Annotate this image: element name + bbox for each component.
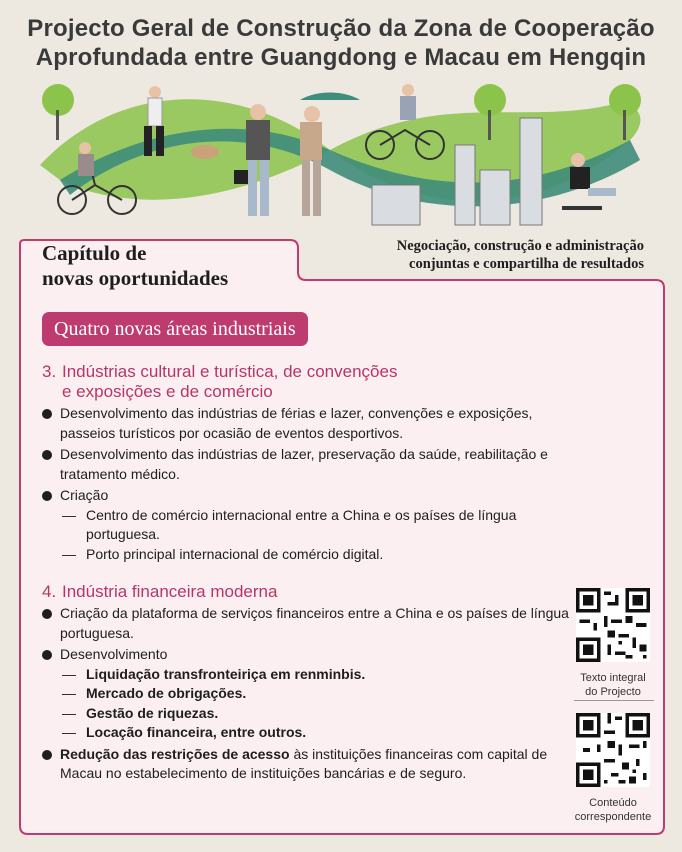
- sub-list-item-text: Locação financeira, entre outros.: [86, 724, 307, 740]
- bullet-icon: [42, 491, 52, 501]
- chapter-subtitle-line-2: conjuntas e compartilha de resultados: [409, 256, 644, 272]
- sub-list-item-text: Gestão de riquezas.: [86, 704, 219, 721]
- list-item-text: Desenvolvimento das indústrias de férias e lazer, convenções e exposições, passeios turísticos por ocasião de eventos desportivos.: [60, 405, 533, 441]
- chapter-subtitle: [397, 237, 644, 273]
- chapter-title-line-1: Capítulo de: [42, 241, 147, 265]
- arch-icon: [300, 93, 360, 100]
- list-item: [42, 745, 582, 784]
- list-item: [42, 604, 582, 643]
- qr-caption-line-2: correspondente: [574, 811, 652, 823]
- list-item: [42, 404, 582, 443]
- area4-number: 4.: [42, 582, 57, 601]
- qr-code-icon: [576, 713, 650, 787]
- list-item: [42, 645, 582, 665]
- area3-number: 3.: [42, 362, 57, 381]
- qr-caption: [573, 796, 653, 824]
- area4-heading: [42, 582, 582, 602]
- sub-list-item: [42, 704, 582, 724]
- bullet-icon: [42, 409, 52, 419]
- chapter-subtitle-line-1: Negociação, construção e administração: [396, 238, 644, 254]
- chapter-title-line-2: novas oportunidades: [42, 266, 229, 290]
- dash-icon: —: [62, 506, 76, 523]
- dash-icon: —: [62, 545, 76, 562]
- list-item-rest-text: às instituições financeiras com capital de Macau no estabelecimento de instituições bancárias e de seguro.: [60, 745, 548, 781]
- bullet-icon: [42, 650, 52, 660]
- list-item: [42, 486, 582, 506]
- tree-icon: [42, 84, 74, 140]
- qr-code-full-text[interactable]: [573, 588, 653, 699]
- content-body: [42, 362, 582, 784]
- bullet-icon: [42, 750, 52, 760]
- area3-heading-line-2: e exposições e de comércio: [62, 382, 273, 401]
- qr-caption-line-1: Conteúdo: [589, 797, 637, 809]
- sub-list-item-text: Liquidação transfronteiriça em renminbis.: [86, 665, 366, 682]
- list-item-text: Criação da plataforma de serviços financeiros entre a China e os países de língua portuguesa.: [60, 605, 569, 641]
- sub-list-item-text: Centro de comércio internacional entre a China e os países de língua portuguesa.: [86, 506, 517, 542]
- sub-list-item: [42, 684, 582, 704]
- sub-list-item: [42, 545, 582, 565]
- list-item-bold-text: Redução das restrições de acesso: [60, 745, 290, 762]
- list-item-text: Desenvolvimento: [60, 646, 168, 662]
- sub-list-item-text: Porto principal internacional de comércio digital.: [86, 545, 384, 562]
- chapter-title: [42, 241, 228, 291]
- dash-icon: —: [62, 685, 76, 701]
- qr-code-icon: [576, 588, 650, 662]
- list-item-text: Criação: [60, 487, 109, 503]
- hero-illustration: [0, 70, 682, 230]
- section-label: Quatro novas áreas industriais: [42, 312, 308, 346]
- sub-list-item: [42, 506, 582, 545]
- area4-heading-text: Indústria financeira moderna: [62, 582, 278, 601]
- dash-icon: —: [62, 704, 76, 721]
- qr-code-related-content[interactable]: [573, 713, 653, 824]
- sub-list-item: [42, 665, 582, 685]
- area3-heading: [42, 362, 582, 402]
- area3-heading-line-1: Indústrias cultural e turística, de convenções: [62, 362, 398, 381]
- bullet-icon: [42, 609, 52, 619]
- title-line-2: Aprofundada entre Guangdong e Macau em Hengqin: [35, 44, 647, 71]
- qr-caption-line-1: Texto integral: [580, 672, 646, 684]
- sub-list-item-text: Mercado de obrigações.: [86, 685, 247, 701]
- title-line-1: Projecto Geral de Construção da Zona de Cooperação: [27, 15, 655, 42]
- qr-caption: [573, 671, 653, 699]
- sub-list-item: [42, 723, 582, 743]
- bullet-icon: [42, 450, 52, 460]
- page-title: [0, 14, 682, 72]
- qr-caption-line-2: do Projecto: [585, 686, 641, 698]
- list-item-text: Desenvolvimento das indústrias de lazer, preservação da saúde, reabilitação e tratamento médico.: [60, 446, 548, 482]
- dash-icon: —: [62, 665, 76, 682]
- dash-icon: —: [62, 724, 76, 740]
- list-item: [42, 445, 582, 484]
- list-item-text: [60, 745, 582, 784]
- qr-divider: [574, 700, 654, 701]
